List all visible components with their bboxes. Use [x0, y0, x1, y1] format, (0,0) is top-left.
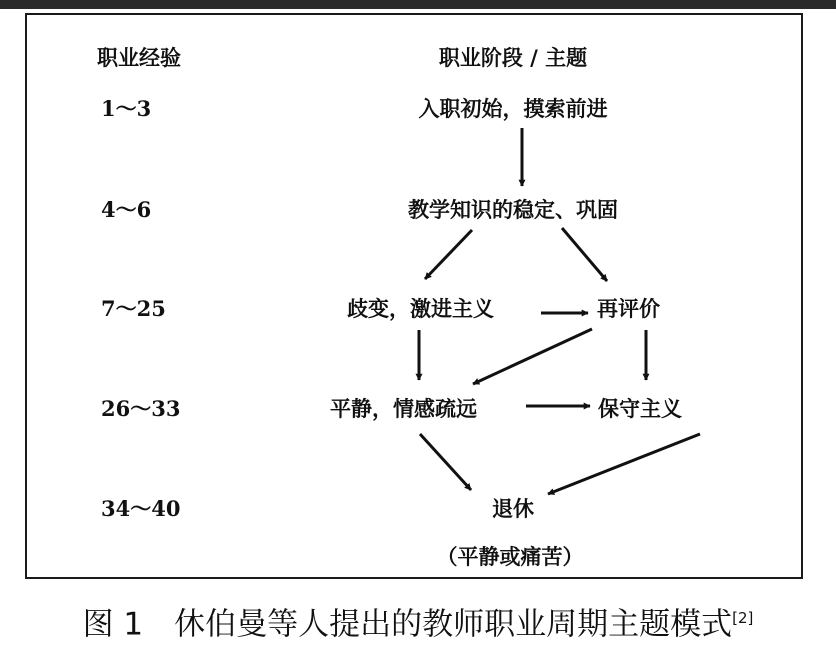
year-range-4: 26～33 — [101, 396, 181, 421]
arrow-stabilize-to-reassess — [562, 228, 607, 281]
figure-caption — [0, 598, 836, 644]
node-diverge: 歧变，激进主义 — [347, 296, 494, 321]
year-range-3: 7～25 — [101, 296, 166, 321]
year-range-1: 1～3 — [101, 96, 152, 121]
node-retire-note: （平静或痛苦） — [436, 544, 584, 569]
node-serenity: 平静，情感疏远 — [330, 396, 477, 421]
header-stage: 职业阶段 / 主题 — [438, 46, 588, 70]
arrow-reassess-to-serenity — [473, 329, 592, 384]
node-conservatism: 保守主义 — [598, 396, 682, 421]
arrow-serenity-to-retire — [420, 434, 471, 490]
caption-text: 图 1 休伯曼等人提出的教师职业周期主题模式 — [82, 606, 733, 643]
year-range-2: 4～6 — [101, 197, 152, 222]
node-stabilize: 教学知识的稳定、巩固 — [408, 197, 618, 222]
arrow-conservatism-to-retire — [548, 434, 700, 494]
citation-ref: [2] — [732, 609, 754, 627]
node-reassess: 再评价 — [597, 296, 660, 321]
node-retire: 退休 — [492, 496, 534, 521]
arrow-stabilize-to-diverge — [425, 230, 472, 279]
header-experience: 职业经验 — [97, 46, 181, 70]
node-entry: 入职初始，摸索前进 — [418, 96, 608, 121]
year-range-5: 34～40 — [101, 496, 181, 521]
